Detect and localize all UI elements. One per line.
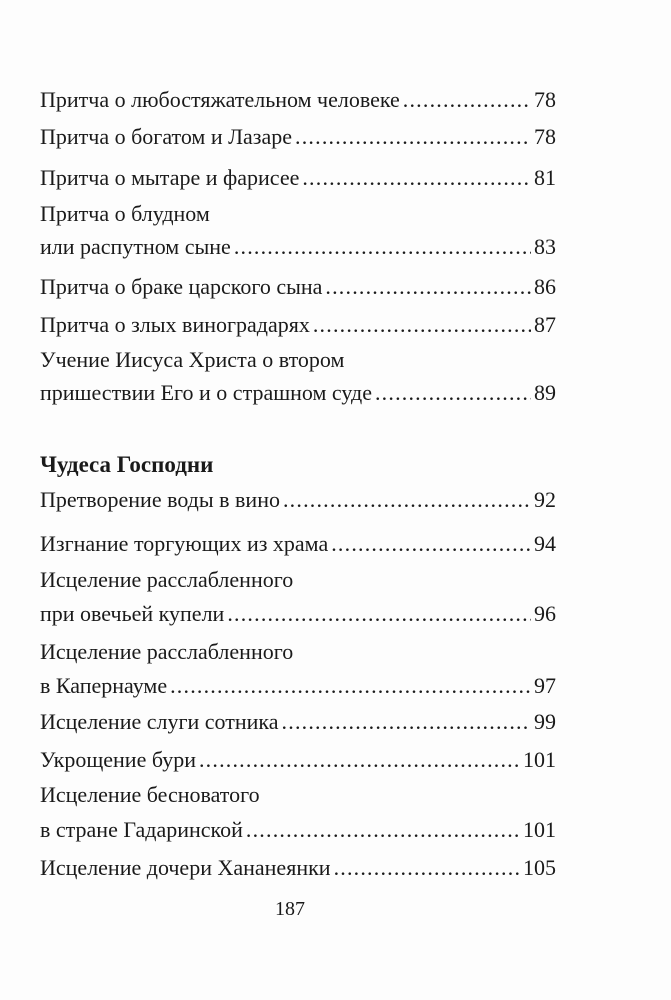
toc-entry-line [40,200,556,228]
section-heading: Чудеса Господни [40,452,214,477]
toc-entry-title: или распутном сыне [40,234,231,259]
toc-entry-title: Изгнание торгующих из храма [40,531,329,556]
toc-entry-title: в стране Гадаринской [40,817,243,842]
toc-entry [40,233,556,261]
dot-leader [295,123,531,151]
toc-entry-page: 94 [534,531,556,556]
toc-entry-page: 105 [523,855,556,880]
toc-entry-title: Исцеление дочери Хананеянки [40,855,331,880]
toc-entry-title: Учение Иисуса Христа о втором [40,347,345,372]
toc-entry-title: Притча о любостяжательном человеке [40,87,400,112]
toc-entry-page: 101 [523,817,556,842]
toc-entry-line [40,346,556,374]
toc-entry [40,273,556,301]
toc-entry-page: 99 [534,709,556,734]
toc-entry-title: Претворение воды в вино [40,487,280,512]
toc-entry-page: 86 [534,274,556,299]
toc-entry-title: Укрощение бури [40,747,196,772]
toc-entry-title: Притча о блудном [40,201,210,226]
toc-entry-title: Исцеление слуги сотника [40,709,279,734]
toc-entry-page: 78 [534,87,556,112]
dot-leader [325,273,531,301]
dot-leader [199,746,520,774]
toc-entry [40,164,556,192]
dot-leader [313,311,531,339]
toc-entry-page: 101 [523,747,556,772]
dot-leader [234,233,531,261]
toc-entry-title: в Капернауме [40,673,168,698]
dot-leader [282,708,531,736]
toc-entry-page: 97 [534,673,556,698]
toc-entry-title: Притча о злых виноградарях [40,312,310,337]
dot-leader [246,816,520,844]
toc-entry-title: Притча о мытаре и фарисее [40,165,300,190]
toc-entry-page: 83 [534,234,556,259]
dot-leader [334,854,520,882]
dot-leader [283,486,531,514]
toc-entry [40,746,556,774]
toc-entry-page: 87 [534,312,556,337]
toc-entry-page: 89 [534,380,556,405]
toc-entry [40,486,556,514]
toc-entry-title: пришествии Его и о страшном суде [40,380,372,405]
toc-entry-title: Исцеление бесноватого [40,782,260,807]
dot-leader [331,530,531,558]
toc-entry [40,672,556,700]
toc-entry-title: Притча о богатом и Лазаре [40,124,293,149]
page-number: 187 [275,898,305,920]
toc-entry [40,600,556,628]
toc-entry-title: Исцеление расслабленного [40,567,294,592]
toc-entry [40,379,556,407]
toc-entry [40,708,556,736]
toc-entry-page: 96 [534,601,556,626]
dot-leader [403,86,531,114]
toc-entry-title: при овечьей купели [40,601,225,626]
dot-leader [302,164,531,192]
toc-entry [40,816,556,844]
toc-entry-line [40,638,556,666]
toc-entry-title: Притча о браке царского сына [40,274,323,299]
toc-entry [40,311,556,339]
toc-entry [40,123,556,151]
toc-entry [40,86,556,114]
toc-entry-page: 78 [534,124,556,149]
dot-leader [375,379,531,407]
dot-leader [227,600,531,628]
toc-entry-page: 81 [534,165,556,190]
dot-leader [170,672,531,700]
toc-entry [40,530,556,558]
toc-entry-line [40,566,556,594]
toc-entry-page: 92 [534,487,556,512]
toc-entry [40,854,556,882]
toc-entry-line [40,781,556,809]
toc-entry-title: Исцеление расслабленного [40,639,294,664]
